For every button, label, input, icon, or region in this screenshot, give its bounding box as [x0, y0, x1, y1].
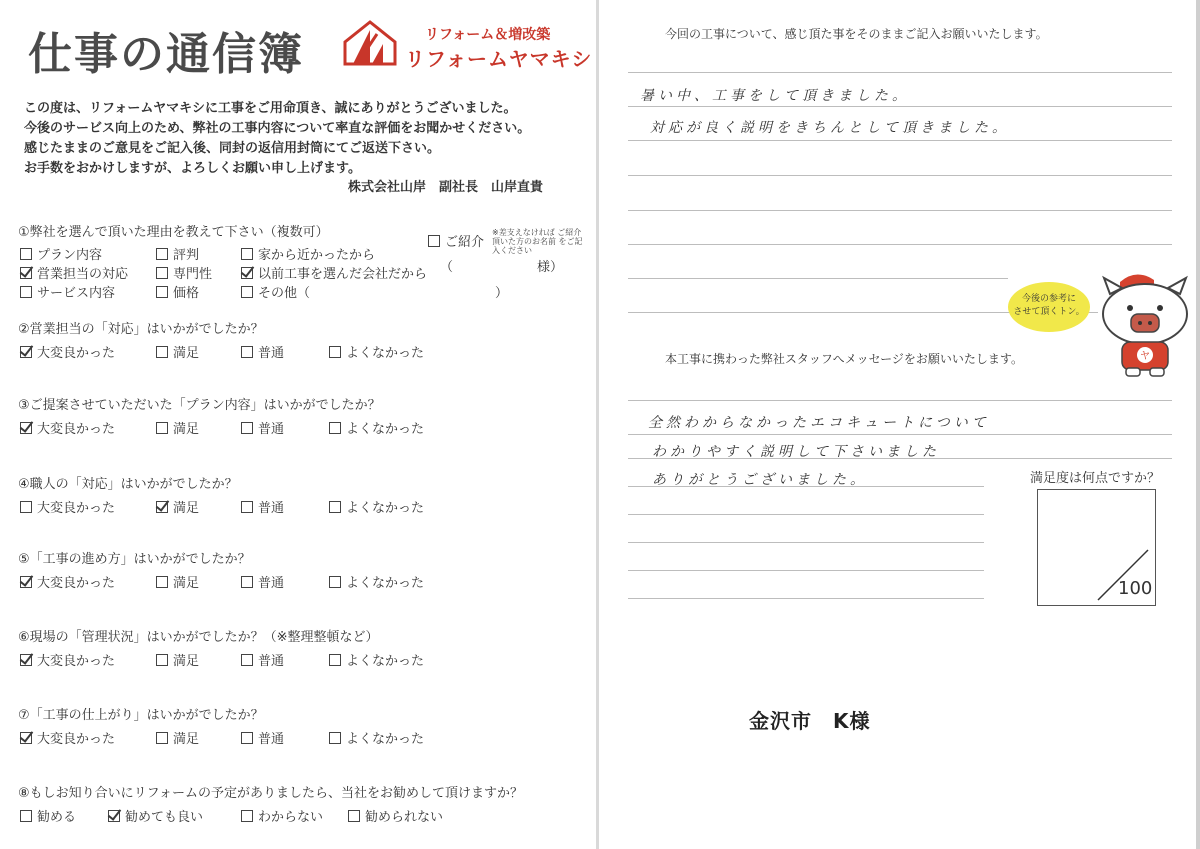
- intro-line: 感じたままのご意見をご記入後、同封の返信用封筒にてご返送下さい。: [24, 141, 441, 156]
- option-label: 普通: [258, 654, 285, 669]
- q3-option-not-good[interactable]: [329, 418, 424, 437]
- q1-option-expertise[interactable]: [156, 263, 212, 282]
- writing-line: [628, 514, 984, 515]
- checkbox[interactable]: [329, 346, 341, 358]
- page-fold: [596, 0, 599, 849]
- q1-option-nearby[interactable]: [241, 244, 375, 263]
- q2-option-very-good[interactable]: [20, 342, 115, 361]
- message-line-2: わかりやすく説明して下さいました: [652, 444, 940, 460]
- message-heading: 本工事に携わった弊社スタッフへメッセージをお願いいたします。: [665, 352, 1023, 366]
- page-title: 仕事の通信簿: [28, 29, 304, 80]
- question-7-label: ⑦「工事の仕上がり」はいかがでしたか？: [18, 708, 264, 723]
- checkbox[interactable]: [20, 248, 32, 260]
- question-8-label: ⑧もしお知り合いにリフォームの予定がありましたら、当社をお勧めして頂けますか？: [18, 786, 524, 801]
- checkbox[interactable]: [156, 267, 168, 279]
- q7-option-satisfied[interactable]: [156, 728, 199, 747]
- checkbox[interactable]: [156, 732, 168, 744]
- q3-option-satisfied[interactable]: [156, 418, 199, 437]
- customer-name: 金沢市 K様: [749, 709, 871, 733]
- option-label: 普通: [258, 576, 285, 591]
- option-label: 満足: [173, 576, 200, 591]
- q2-option-satisfied[interactable]: [156, 342, 199, 361]
- q6-option-not-good[interactable]: [329, 650, 424, 669]
- checkbox[interactable]: [20, 346, 32, 358]
- question-3-label: ③ご提案させていただいた「プラン内容」はいかがでしたか？: [18, 398, 381, 413]
- q2-option-not-good[interactable]: [329, 342, 424, 361]
- signature: 株式会社山岸 副社長 山岸直貴: [348, 180, 544, 195]
- option-label: よくなかった: [346, 654, 425, 669]
- other-close-paren: ）: [495, 286, 509, 301]
- checkbox[interactable]: [241, 286, 253, 298]
- question-5-label: ⑤「工事の進め方」はいかがでしたか？: [18, 552, 251, 567]
- q7-option-not-good[interactable]: [329, 728, 424, 747]
- mascot-badge: ヤ: [1140, 351, 1150, 362]
- checkbox[interactable]: [241, 576, 253, 588]
- q1-option-other[interactable]: [241, 282, 310, 301]
- writing-line: [628, 72, 1172, 73]
- checkbox[interactable]: [241, 810, 253, 822]
- satisfaction-label: 満足度は何点ですか？: [1030, 471, 1161, 486]
- q6-option-average[interactable]: [241, 650, 284, 669]
- q8-option-may-recommend[interactable]: [108, 806, 203, 825]
- checkbox[interactable]: [241, 248, 253, 260]
- checkbox[interactable]: [348, 810, 360, 822]
- q7-option-average[interactable]: [241, 728, 284, 747]
- option-label: よくなかった: [346, 422, 425, 437]
- referral-note: ※差支えなければ ご紹介頂いた方のお名前 をご記入ください: [492, 228, 583, 255]
- writing-line: [628, 400, 1172, 401]
- checkbox[interactable]: [20, 810, 32, 822]
- writing-line: [628, 210, 1172, 211]
- checkbox[interactable]: [20, 654, 32, 666]
- option-label: ご紹介: [445, 235, 485, 250]
- q8-option-cannot-recommend[interactable]: [348, 806, 443, 825]
- checkbox[interactable]: [241, 267, 253, 279]
- q5-option-average[interactable]: [241, 572, 284, 591]
- writing-line: [628, 175, 1172, 176]
- option-label: 大変良かった: [37, 654, 116, 669]
- checkbox[interactable]: [156, 654, 168, 666]
- q8-option-unsure[interactable]: [241, 806, 323, 825]
- option-label: 普通: [258, 501, 285, 516]
- q4-option-satisfied[interactable]: [156, 497, 199, 516]
- writing-line: [628, 244, 1172, 245]
- q4-option-not-good[interactable]: [329, 497, 424, 516]
- q4-option-average[interactable]: [241, 497, 284, 516]
- option-label: 価格: [173, 286, 200, 301]
- intro-text: [24, 99, 530, 179]
- referral-paren-open: （: [440, 260, 454, 275]
- option-label: 以前工事を選んだ会社だから: [258, 267, 428, 282]
- q5-option-very-good[interactable]: [20, 572, 115, 591]
- checkbox[interactable]: [241, 732, 253, 744]
- checkbox[interactable]: [20, 422, 32, 434]
- impressions-line-1: 暑い中、工事をして頂きました。: [640, 88, 910, 104]
- writing-line: [628, 542, 984, 543]
- writing-line: [628, 106, 1172, 107]
- q4-option-very-good[interactable]: [20, 497, 115, 516]
- q2-option-average[interactable]: [241, 342, 284, 361]
- checkbox[interactable]: [329, 422, 341, 434]
- message-line-3: ありがとうございました。: [652, 472, 868, 488]
- satisfaction-score: 100: [1118, 578, 1153, 599]
- checkbox[interactable]: [329, 501, 341, 513]
- q1-option-reputation[interactable]: [156, 244, 199, 263]
- option-label: プラン内容: [37, 248, 103, 263]
- checkbox[interactable]: [156, 248, 168, 260]
- option-label: 営業担当の対応: [37, 267, 129, 282]
- checkbox[interactable]: [20, 286, 32, 298]
- option-label: 評判: [173, 248, 200, 263]
- option-label: 家から近かったから: [258, 248, 376, 263]
- checkbox[interactable]: [329, 576, 341, 588]
- bubble-line: 今後の参考に: [1021, 294, 1076, 304]
- checkbox[interactable]: [156, 501, 168, 513]
- option-label: 満足: [173, 654, 200, 669]
- writing-line: [628, 434, 1172, 435]
- checkbox[interactable]: [241, 501, 253, 513]
- q1-option-service[interactable]: [20, 282, 115, 301]
- option-label: よくなかった: [346, 732, 425, 747]
- option-label: サービス内容: [37, 286, 116, 301]
- option-label: よくなかった: [346, 501, 425, 516]
- checkbox[interactable]: [156, 346, 168, 358]
- writing-line: [628, 570, 984, 571]
- checkbox[interactable]: [329, 732, 341, 744]
- option-label: 勧めても良い: [125, 810, 204, 825]
- option-label: 普通: [258, 732, 285, 747]
- pig-mascot-icon: [1098, 270, 1192, 378]
- checkbox[interactable]: [241, 422, 253, 434]
- question-2-label: ②営業担当の「対応」はいかがでしたか？: [18, 322, 264, 337]
- q1-option-sales[interactable]: [20, 263, 128, 282]
- logo-icon: [343, 20, 397, 66]
- checkbox[interactable]: [108, 810, 120, 822]
- q3-option-very-good[interactable]: [20, 418, 115, 437]
- q8-option-recommend[interactable]: [20, 806, 76, 825]
- checkbox[interactable]: [156, 286, 168, 298]
- q7-option-very-good[interactable]: [20, 728, 115, 747]
- option-label: 満足: [173, 346, 200, 361]
- option-label: 大変良かった: [37, 422, 116, 437]
- option-label: 満足: [173, 501, 200, 516]
- speech-bubble: [1008, 282, 1090, 332]
- option-label: 勧められない: [365, 810, 444, 825]
- checkbox[interactable]: [329, 654, 341, 666]
- intro-line: 今後のサービス向上のため、弊社の工事内容について率直な評価をお聞かせください。: [24, 121, 531, 136]
- option-label: 専門性: [173, 267, 213, 282]
- q5-option-satisfied[interactable]: [156, 572, 199, 591]
- checkbox[interactable]: [20, 732, 32, 744]
- intro-line: お手数をおかけしますが、よろしくお願い申し上げます。: [24, 161, 361, 176]
- q5-option-not-good[interactable]: [329, 572, 424, 591]
- bubble-line: させて頂くトン。: [1013, 307, 1085, 317]
- question-4-label: ④職人の「対応」はいかがでしたか？: [18, 477, 238, 492]
- option-label: 普通: [258, 422, 285, 437]
- q1-option-previous[interactable]: [241, 263, 427, 282]
- option-label: 満足: [173, 422, 200, 437]
- option-label: 大変良かった: [37, 346, 116, 361]
- q6-option-very-good[interactable]: [20, 650, 115, 669]
- q1-option-price[interactable]: [156, 282, 199, 301]
- q1-option-plan[interactable]: [20, 244, 102, 263]
- question-1-label: ①弊社を選んで頂いた理由を教えて下さい（複数可）: [18, 225, 329, 240]
- option-label: その他（: [258, 286, 311, 301]
- checkbox[interactable]: [20, 576, 32, 588]
- referral-suffix: 様）: [537, 260, 564, 275]
- impressions-heading: 今回の工事について、感じ頂た事をそのままご記入お願いいたします。: [665, 27, 1048, 41]
- intro-line: この度は、リフォームヤマキシに工事をご用命頂き、誠にありがとうございました。: [24, 101, 517, 116]
- impressions-line-2: 対応が良く説明をきちんとして頂きました。: [650, 120, 1010, 136]
- checkbox[interactable]: [241, 654, 253, 666]
- page-edge: [1196, 0, 1200, 849]
- logo-name: リフォームヤマキシ: [405, 47, 593, 71]
- checkbox[interactable]: [428, 235, 440, 247]
- option-label: 大変良かった: [37, 732, 116, 747]
- writing-line: [628, 140, 1172, 141]
- logo-subtitle: リフォーム＆増改築: [425, 27, 551, 43]
- message-line-1: 全然わからなかったエコキュートについて: [648, 415, 990, 431]
- checkbox[interactable]: [241, 346, 253, 358]
- checkbox[interactable]: [156, 422, 168, 434]
- writing-line: [628, 598, 984, 599]
- option-label: よくなかった: [346, 576, 425, 591]
- option-label: 勧める: [37, 810, 77, 825]
- q6-option-satisfied[interactable]: [156, 650, 199, 669]
- question-6-label: ⑥現場の「管理状況」はいかがでしたか？（※整理整頓など）: [18, 630, 379, 645]
- option-label: 普通: [258, 346, 285, 361]
- checkbox[interactable]: [156, 576, 168, 588]
- q1-option-referral[interactable]: [428, 231, 484, 250]
- option-label: 大変良かった: [37, 501, 116, 516]
- option-label: 大変良かった: [37, 576, 116, 591]
- option-label: わからない: [258, 810, 324, 825]
- checkbox[interactable]: [20, 501, 32, 513]
- option-label: 満足: [173, 732, 200, 747]
- writing-line: [628, 278, 1008, 279]
- checkbox[interactable]: [20, 267, 32, 279]
- option-label: よくなかった: [346, 346, 425, 361]
- q3-option-average[interactable]: [241, 418, 284, 437]
